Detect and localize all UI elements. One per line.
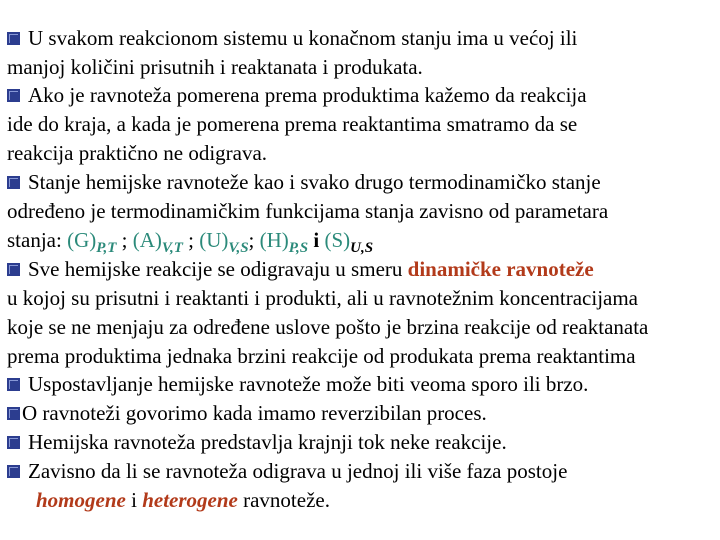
internal-energy-symbol: (U)	[199, 228, 229, 252]
paragraph-4-text-4: prema produktima jednaka brzini reakcije od produkata prema reaktantima	[7, 344, 636, 368]
square-bullet-icon	[7, 176, 20, 189]
gibbs-energy-symbol: (G)	[67, 228, 97, 252]
square-bullet-icon	[7, 32, 20, 45]
conjunction: i	[125, 488, 143, 512]
paragraph-2-text-2: ide do kraja, a kada je pomerena prema reaktantima smatramo da se	[7, 112, 578, 136]
square-bullet-icon	[7, 378, 20, 391]
paragraph-4-line-2	[7, 284, 638, 313]
paragraph-5-line-1	[7, 370, 588, 399]
separator: ;	[248, 228, 260, 252]
paragraph-7-line-1	[7, 428, 507, 457]
paragraph-1-line-1	[7, 24, 577, 53]
paragraph-3-text-1: Stanje hemijske ravnoteže kao i svako drugo termodinamičko stanje	[28, 170, 601, 194]
paragraph-3-line-1	[7, 168, 601, 197]
paragraph-4-text-1: Sve hemijske reakcije se odigravaju u smeru	[28, 257, 408, 281]
entropy-symbol: (S)	[324, 228, 351, 252]
square-bullet-icon	[7, 89, 20, 102]
dynamic-equilibrium-highlight: dinamičke ravnoteže	[407, 257, 594, 281]
enthalpy-subscript: P,S	[288, 240, 309, 256]
separator: ;	[116, 228, 133, 252]
paragraph-2-text-3: reakcija praktično ne odigrava.	[7, 141, 268, 165]
paragraph-8-line-2	[36, 486, 330, 515]
enthalpy-symbol: (H)	[259, 228, 289, 252]
heterogeneous-term: heterogene	[142, 488, 238, 512]
paragraph-3-text-2: određeno je termodinamičkim funkcijama stanja zavisno od parametara	[7, 199, 609, 223]
paragraph-7-text: Hemijska ravnoteža predstavlja krajnji tok neke reakcije.	[28, 430, 507, 454]
paragraph-6-line-1	[7, 399, 487, 428]
paragraph-4-line-1	[7, 255, 594, 284]
helmholtz-subscript: V,T	[161, 240, 183, 256]
paragraph-4-text-3: koje se ne menjaju za određene uslove pošto je brzina reakcije od reaktanata	[7, 315, 649, 339]
state-parameters-prefix: stanja:	[7, 228, 68, 252]
paragraph-5-text: Uspostavljanje hemijske ravnoteže može biti veoma sporo ili brzo.	[28, 372, 589, 396]
paragraph-4-text-2: u kojoj su prisutni i reaktanti i produkti, ali u ravnotežnim koncentracijama	[7, 286, 639, 310]
entropy-subscript: U,S	[350, 240, 374, 256]
square-bullet-icon	[7, 407, 20, 420]
paragraph-8-line-1	[7, 457, 567, 486]
square-bullet-icon	[7, 436, 20, 449]
paragraph-2-text-1: Ako je ravnoteža pomerena prema produktima kažemo da reakcija	[28, 83, 587, 107]
square-bullet-icon	[7, 465, 20, 478]
paragraph-8-text-1: Zavisno da li se ravnoteža odigrava u jednoj ili više faza postoje	[28, 459, 568, 483]
homogeneous-term: homogene	[36, 488, 126, 512]
paragraph-1-text-2: manjoj količini prisutnih i reaktanata i produkata.	[7, 55, 423, 79]
paragraph-4-line-4	[7, 342, 636, 371]
internal-energy-subscript: V,S	[228, 240, 249, 256]
square-bullet-icon	[7, 263, 20, 276]
paragraph-4-line-3	[7, 313, 648, 342]
paragraph-2-line-2	[7, 110, 577, 139]
equilibria-word: ravnoteže.	[237, 488, 330, 512]
paragraph-2-line-1	[7, 81, 587, 110]
paragraph-3-line-2	[7, 197, 608, 226]
conjunction: i	[308, 228, 325, 252]
paragraph-6-text: O ravnoteži govorimo kada imamo reverzibilan proces.	[22, 401, 487, 425]
paragraph-1-line-2	[7, 53, 423, 82]
paragraph-1-text-1: U svakom reakcionom sistemu u konačnom stanju ima u većoj ili	[28, 26, 578, 50]
separator: ;	[182, 228, 200, 252]
helmholtz-energy-symbol: (A)	[132, 228, 162, 252]
gibbs-subscript: P,T	[96, 240, 117, 256]
paragraph-2-line-3	[7, 139, 267, 168]
